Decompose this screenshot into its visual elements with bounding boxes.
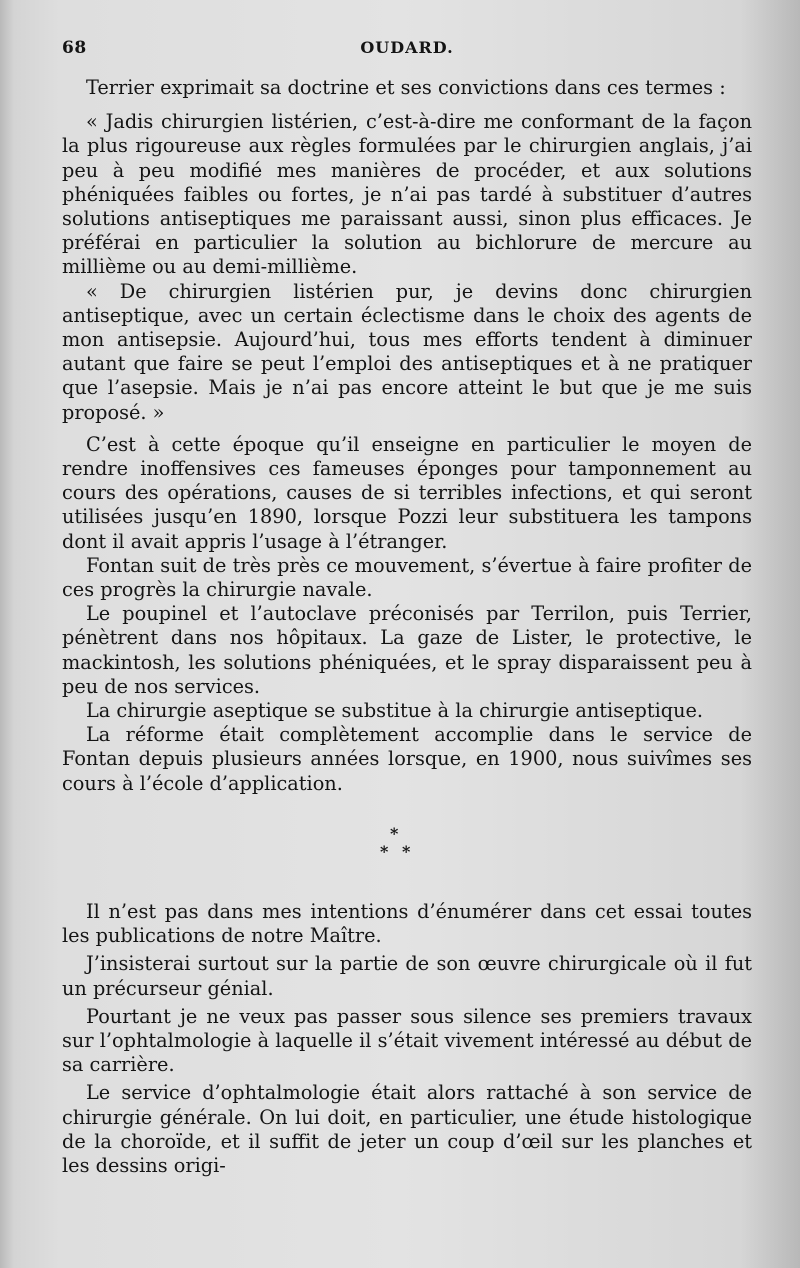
paragraph: Il n’est pas dans mes intentions d’énumérer dans cet essai toutes les publications de notre Maître. [62, 899, 752, 948]
paragraph: J’insisterai surtout sur la partie de son œuvre chirurgicale où il fut un précurseur génial. [62, 952, 752, 1000]
page-header [62, 38, 752, 66]
paragraph: Le service d’ophtalmologie était alors rattaché à son service de chirurgie générale. On lui doit, en particulier, une étude histologique de la choroïde, et il suffit de jeter un coup d’œil sur les planches et les dessins origi- [62, 1081, 752, 1177]
paragraph: « De chirurgien listérien pur, je devins donc chirurgien antiseptique, avec un certain éclectisme dans le choix des agents de mon antisepsie. Aujourd’hui, tous mes efforts tendent à diminuer autant que faire se peut l’emploi des antiseptiques et à ne pratiquer que l’asepsie. Mais je n’ai pas encore atteint le but que je me suis proposé. » [62, 279, 752, 424]
paragraph: La chirurgie aseptique se substitue à la chirurgie antiseptique. [86, 699, 704, 723]
paragraph: Le poupinel et l’autoclave préconisés par Terrilon, puis Terrier, pénètrent dans nos hôpitaux. La gaze de Lister, le protective, le mackintosh, les solutions phéniquées, et le spray disparaissent peu à peu de nos services. [62, 602, 752, 698]
paragraph: Terrier exprimait sa doctrine et ses convictions dans ces termes : [86, 76, 726, 99]
paragraph: La réforme était complètement accomplie dans le service de Fontan depuis plusieurs années lorsque, en 1900, nous suivîmes ses cours à l’école d’application. [62, 723, 752, 795]
paragraph: C’est à cette époque qu’il enseigne en particulier le moyen de rendre inoffensives ces fameuses éponges pour tamponnement au cours des opérations, causes de si terribles infections, et qui seront utilisées jusqu’en 1890, lorsque Pozzi leur substituera les tampons dont il avait appris l’usage à l’étranger. [62, 432, 752, 553]
separator-star: * [390, 823, 399, 843]
separator-star: * [380, 841, 389, 861]
running-head: OUDARD. [360, 38, 454, 57]
paragraph: Fontan suit de très près ce mouvement, s’évertue à faire profiter de ces progrès la chirurgie navale. [62, 553, 752, 602]
section-separator [62, 796, 752, 900]
paragraph: Pourtant je ne veux pas passer sous silence ses premiers travaux sur l’ophtalmologie à laquelle il s’était vivement intéressé au début de sa carrière. [62, 1004, 752, 1077]
page-number: 68 [62, 38, 87, 58]
body-text [62, 76, 752, 1178]
separator-star: * [402, 841, 411, 861]
paragraph: « Jadis chirurgien listérien, c’est-à-dire me conformant de la façon la plus rigoureuse aux règles formulées par le chirurgien anglais, j’ai peu à peu modifié mes manières de procéder, et aux solutions phéniquées faibles ou fortes, je n’ai pas tardé à substituer d’autres solutions antiseptiques me paraissant aussi, sinon plus efficaces. Je préférai en particulier la solution au bichlorure de mercure au millième ou au demi-millième. [62, 110, 752, 279]
